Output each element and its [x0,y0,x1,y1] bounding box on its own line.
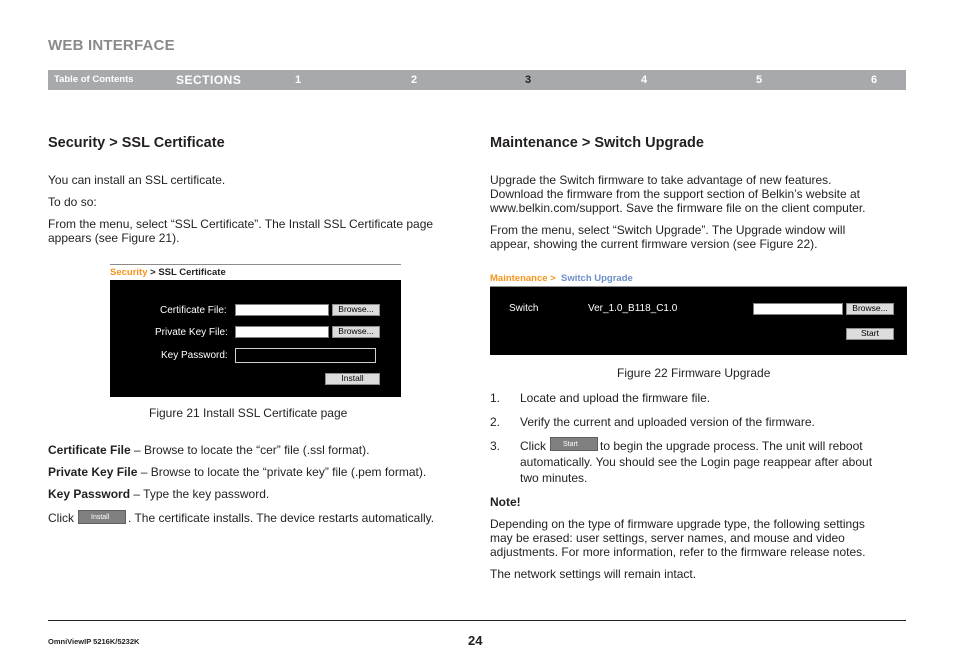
section-header-title: WEB INTERFACE [48,37,175,54]
install-button[interactable]: Install [325,373,380,385]
figure22-breadcrumb [490,273,633,284]
key-password-label: Key Password: [161,350,228,361]
figure21-caption: Figure 21 Install SSL Certificate page [149,406,348,420]
note-title: Note! [490,495,521,509]
private-key-browse-button[interactable]: Browse... [332,326,380,338]
certificate-file-term: Certificate File [48,443,131,457]
inline-install-button: Install [78,510,126,524]
upgrade-intro-line3: www.belkin.com/support. Save the firmware file on the client computer. [490,201,866,215]
certificate-file-label: Certificate File: [160,305,227,316]
section-link-6[interactable]: 6 [871,74,878,86]
ssl-intro-text: You can install an SSL certificate. [48,173,226,187]
ssl-instruction-line2: appears (see Figure 21). [48,231,180,245]
ssl-instruction-line1: From the menu, select “SSL Certificate”. The Install SSL Certificate page [48,217,434,231]
crumb-security: Security [110,267,148,278]
step-2-text: Verify the current and uploaded version of the firmware. [520,415,815,429]
note-line3: adjustments. For more information, refer to the firmware release notes. [490,545,866,559]
firmware-file-input[interactable] [753,303,843,315]
ssl-todo-text: To do so: [48,195,97,209]
switch-upgrade-heading: Maintenance > Switch Upgrade [490,135,704,151]
figure22-caption: Figure 22 Firmware Upgrade [617,366,771,380]
section-link-4[interactable]: 4 [641,74,648,86]
private-key-term: Private Key File [48,465,138,479]
section-nav-bar [48,70,906,90]
figure22-upgrade-panel [490,287,907,355]
step-3-text-line3: two minutes. [520,471,588,485]
step-1-number: 1. [490,391,501,405]
figure21-breadcrumb [110,267,226,278]
key-password-description [48,487,269,501]
key-password-input[interactable] [235,348,376,363]
click-install-pre: Click [48,511,74,525]
footer-rule [48,620,906,621]
ssl-certificate-heading: Security > SSL Certificate [48,135,225,151]
step-3-text-line1: to begin the upgrade process. The unit will reboot [600,439,863,453]
private-key-file-input[interactable] [235,326,329,338]
private-key-text: – Browse to locate the “private key” file (.pem format). [137,465,427,479]
certificate-browse-button[interactable]: Browse... [332,304,380,316]
step-2-number: 2. [490,415,501,429]
key-password-term: Key Password [48,487,131,501]
certificate-file-input[interactable] [235,304,329,316]
figure21-install-ssl-panel [110,280,401,397]
firmware-version-value: Ver_1.0_B118_C1.0 [588,303,678,314]
sections-label: SECTIONS [176,73,242,87]
crumb-ssl-certificate: > SSL Certificate [147,267,226,278]
figure21-top-rule [110,264,401,265]
section-link-1[interactable]: 1 [295,74,302,86]
switch-label: Switch [509,303,539,314]
section-link-3[interactable]: 3 [525,74,532,86]
upgrade-intro-line2: Download the firmware from the support section of Belkin’s website at [490,187,860,201]
note-line2: may be erased: user settings, server names, and mouse and video [490,531,845,545]
inline-start-button: Start [550,437,598,451]
upgrade-instruction-line2: appear, showing the current firmware version (see Figure 22). [490,237,818,251]
certificate-file-description [48,443,369,457]
upgrade-instruction-line1: From the menu, select “Switch Upgrade”. The Upgrade window will [490,223,846,237]
section-link-5[interactable]: 5 [756,74,763,86]
table-of-contents-link[interactable]: Table of Contents [54,74,134,85]
key-password-text: – Type the key password. [130,487,270,501]
crumb-maintenance: Maintenance [490,273,548,284]
upgrade-intro-line1: Upgrade the Switch firmware to take advantage of new features. [490,173,832,187]
private-key-file-label: Private Key File: [155,327,228,338]
step-3-number: 3. [490,439,501,453]
click-install-post: . The certificate installs. The device restarts automatically. [128,511,435,525]
step-3-text-line2: automatically. You should see the Login page reappear after about [520,455,873,469]
start-upgrade-button[interactable]: Start [846,328,894,340]
note-line1: Depending on the type of firmware upgrade type, the following settings [490,517,865,531]
crumb-switch-upgrade: Switch Upgrade [561,273,633,284]
crumb-separator: > [547,273,556,284]
step-1-text: Locate and upload the firmware file. [520,391,711,405]
network-settings-note: The network settings will remain intact. [490,567,697,581]
firmware-browse-button[interactable]: Browse... [846,303,894,315]
certificate-file-text: – Browse to locate the “cer” file (.ssl format). [130,443,370,457]
private-key-description [48,465,426,479]
page-number: 24 [468,633,483,648]
footer-model-name: OmniViewIP 5216K/5232K [48,637,140,646]
step-3-click-pre: Click [520,439,546,453]
section-link-2[interactable]: 2 [411,74,418,86]
